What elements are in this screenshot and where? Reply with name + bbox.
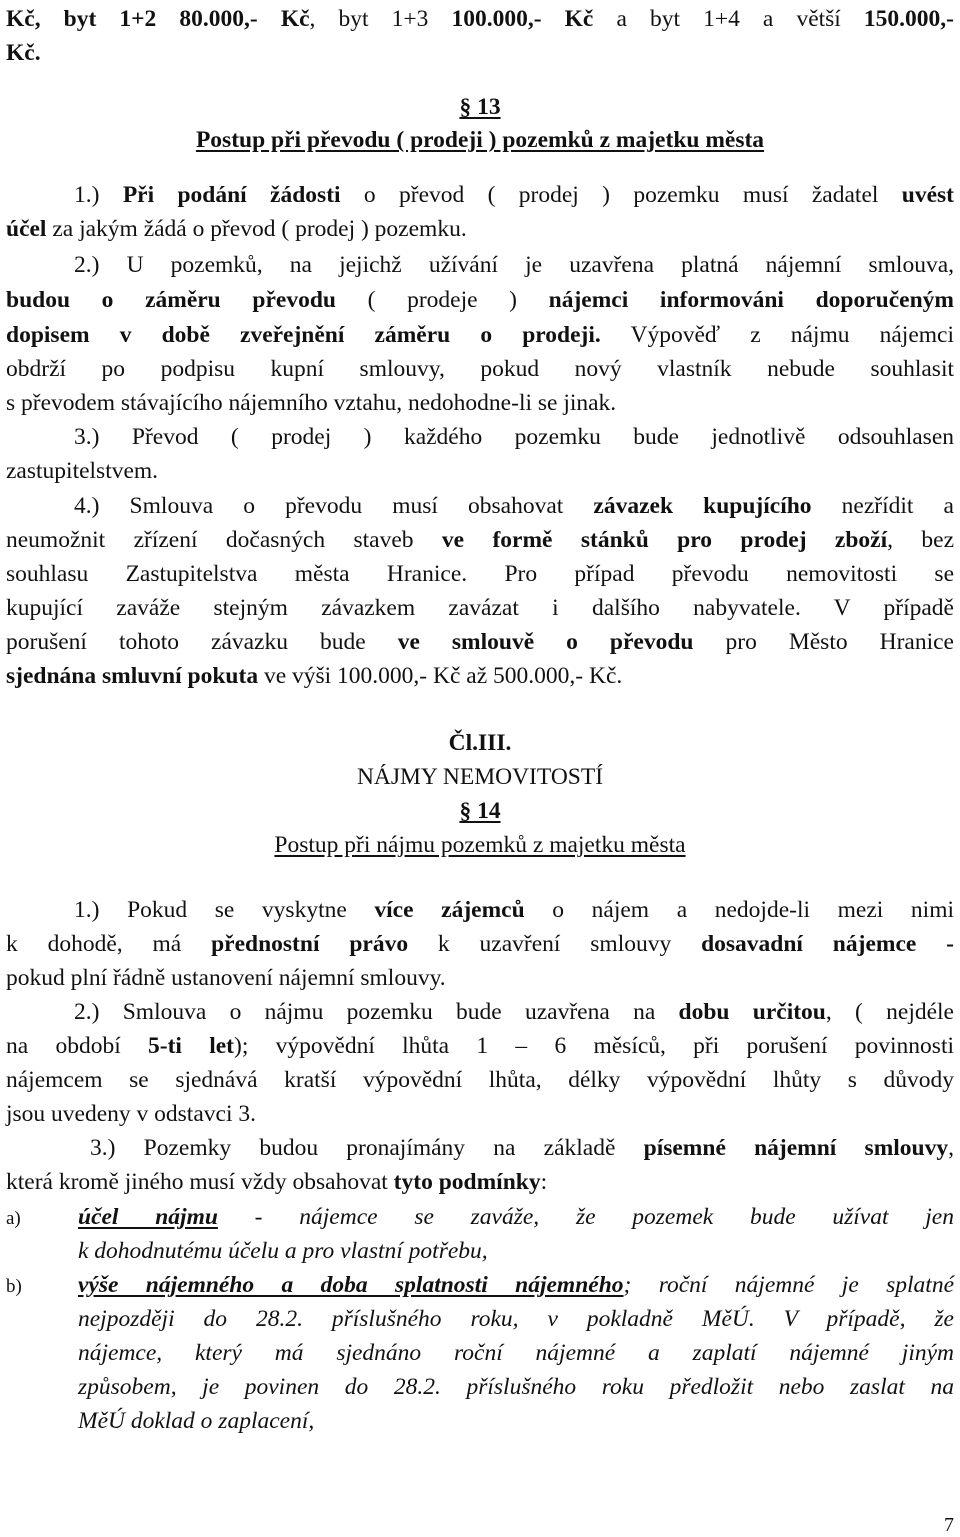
- s14-p1-line-3: pokud plní řádně ustanovení nájemní smlouvy.: [6, 965, 446, 991]
- s13-p4-line-6: [6, 659, 954, 693]
- text: 2.) Smlouva o nájmu pozemku bude uzavřena na: [74, 999, 679, 1025]
- part-3-title: NÁJMY NEMOVITOSTÍ: [356, 764, 604, 790]
- intro-price: 80.000,- Kč: [179, 6, 310, 32]
- s13-p2-line-1: 2.) U pozemků, na jejichž užívání je uzavřena platná nájemní smlouva,: [74, 252, 954, 278]
- bold-text: písemné nájemní smlouvy: [643, 1135, 949, 1161]
- s13-p4-line-4: kupující zaváže stejným závazkem zavázat i dalšího nabyvatele. V případě: [6, 595, 954, 621]
- text: , ( nejdéle: [825, 999, 954, 1025]
- s13-p2-line-4: obdrží po podpisu kupní smlouvy, pokud nový vlastník nebude souhlasit: [6, 356, 954, 382]
- bold-text: dobu určitou: [678, 999, 826, 1025]
- part-3-number: Čl.III.: [448, 730, 512, 756]
- s13-p1-line-1: [74, 178, 954, 212]
- bold-text: budou o záměru převodu: [6, 287, 336, 313]
- s13-p3-line-1: 3.) Převod ( prodej ) každého pozemku bude jednotlivě odsouhlasen: [74, 424, 954, 450]
- s13-p4-line-3: souhlasu Zastupitelstva města Hranice. Pro případ převodu nemovitosti se: [6, 561, 954, 587]
- bold-text: více zájemců: [374, 897, 525, 923]
- intro-text: , byt 1+3: [309, 6, 429, 32]
- text: 1.): [74, 182, 123, 208]
- s14-p1-line-1: [74, 893, 954, 927]
- item-b-line-3: nájemce, který má sjednáno roční nájemné a zaplatí nájemné jiným: [78, 1340, 954, 1366]
- text: na období: [6, 1033, 149, 1059]
- text: :: [540, 1169, 548, 1195]
- item-a-line-2: k dohodnutému účelu a pro vlastní potřebu,: [78, 1238, 488, 1264]
- bold-text: ve smlouvě o převodu: [397, 629, 694, 655]
- section-13-title: Postup při převodu ( prodeji ) pozemků z majetku města: [195, 127, 765, 153]
- s13-p3-line-2: zastupitelstvem.: [6, 458, 159, 484]
- bold-text: ve formě stánků pro prodej zboží: [441, 527, 888, 553]
- intro-text: a byt 1+4 a větší: [616, 6, 841, 32]
- text: pro Město Hranice: [693, 629, 954, 655]
- bold-text: dopisem v době zveřejnění záměru o prodeji.: [6, 322, 601, 348]
- text: 1.) Pokud se vyskytne: [74, 897, 375, 923]
- s14-p3-line-1: [90, 1131, 954, 1165]
- bold-text: uvést: [901, 182, 954, 208]
- s14-p1-line-2: [6, 927, 954, 961]
- item-b-line-1: [78, 1268, 954, 1302]
- section-14-number: § 14: [459, 798, 501, 824]
- bold-text: Při podání žádosti: [122, 182, 341, 208]
- bold-text: dosavadní nájemce -: [701, 931, 954, 957]
- intro-text: Kč, byt 1+2: [6, 6, 157, 32]
- s13-p2-line-2: [6, 283, 954, 317]
- text: neumožnit zřízení dočasných staveb: [6, 527, 442, 553]
- text: ; roční nájemné je splatné: [623, 1272, 955, 1298]
- item-b-line-5: MěÚ doklad o zaplacení,: [78, 1408, 315, 1434]
- text: o převod ( prodej ) pozemku musí žadatel: [340, 182, 902, 208]
- s14-p2-line-4: jsou uvedeny v odstavci 3.: [6, 1101, 256, 1127]
- s13-p2-line-3: [6, 318, 954, 352]
- item-a-line-1: [78, 1200, 954, 1234]
- text: která kromě jiného musí vždy obsahovat: [6, 1169, 394, 1195]
- text: k uzavření smlouvy: [408, 931, 702, 957]
- s14-p3-line-2: [6, 1165, 954, 1199]
- list-marker: a): [6, 1208, 21, 1229]
- text: o nájem a nedojde-li mezi nimi: [524, 897, 954, 923]
- bold-text: výše nájemného a doba splatnosti nájemného: [78, 1272, 624, 1298]
- s13-p2-line-5: s převodem stávajícího nájemního vztahu, nedohodne-li se jinak.: [6, 390, 617, 416]
- s13-p1-line-2: [6, 212, 954, 246]
- s13-p4-line-2: [6, 523, 954, 557]
- text: 3.) Pozemky budou pronajímány na základě: [90, 1135, 644, 1161]
- text: ,: [948, 1135, 954, 1161]
- text: , bez: [887, 527, 954, 553]
- section-14-title: Postup při nájmu pozemků z majetku města: [274, 832, 686, 858]
- text: ( prodeje ): [335, 287, 549, 313]
- list-label-b: [6, 1268, 78, 1304]
- s14-p2-line-3: nájemcem se sjednává kratší výpovědní lhůta, délky výpovědní lhůty s důvody: [6, 1067, 954, 1093]
- page-number: 7: [944, 1514, 954, 1536]
- item-b-line-4: způsobem, je povinen do 28.2. příslušného roku předložit nebo zaslat na: [78, 1374, 954, 1400]
- bold-text: nájemci informováni doporučeným: [548, 287, 954, 313]
- section-13-number: § 13: [459, 94, 501, 120]
- text: 4.) Smlouva o převodu musí obsahovat: [74, 493, 594, 519]
- bold-text: závazek kupujícího: [593, 493, 812, 519]
- list-label-a: [6, 1200, 78, 1236]
- s13-p4-line-5: [6, 625, 954, 659]
- intro-price: 100.000,- Kč: [451, 6, 594, 32]
- text: porušení tohoto závazku bude: [6, 629, 398, 655]
- text: k dohodě, má: [6, 931, 212, 957]
- s13-p4-line-1: [74, 489, 954, 523]
- item-b-line-2: nejpozději do 28.2. příslušného roku, v pokladně MěÚ. V případě, že: [78, 1306, 954, 1332]
- text: Výpověď z nájmu nájemci: [600, 322, 954, 348]
- s14-p2-line-1: [74, 995, 954, 1029]
- bold-text: sjednána smluvní pokuta: [6, 663, 259, 689]
- intro-line-2: Kč.: [6, 40, 41, 66]
- list-marker: b): [6, 1276, 22, 1297]
- bold-text: účel nájmu: [78, 1204, 218, 1230]
- intro-line-1: [6, 2, 954, 36]
- text: za jakým žádá o převod ( prodej ) pozemku.: [46, 216, 467, 242]
- bold-text: 5-ti let: [148, 1033, 235, 1059]
- text: - nájemce se zaváže, že pozemek bude užívat jen: [217, 1204, 954, 1230]
- text: nezřídit a: [811, 493, 954, 519]
- intro-price: 150.000,-: [863, 6, 954, 32]
- bold-text: tyto podmínky: [393, 1169, 541, 1195]
- bold-text: přednostní právo: [211, 931, 409, 957]
- bold-text: účel: [6, 216, 47, 242]
- text: ve výši 100.000,- Kč až 500.000,- Kč.: [258, 663, 623, 689]
- text: ); výpovědní lhůta 1 – 6 měsíců, při porušení povinnosti: [234, 1033, 954, 1059]
- s14-p2-line-2: [6, 1029, 954, 1063]
